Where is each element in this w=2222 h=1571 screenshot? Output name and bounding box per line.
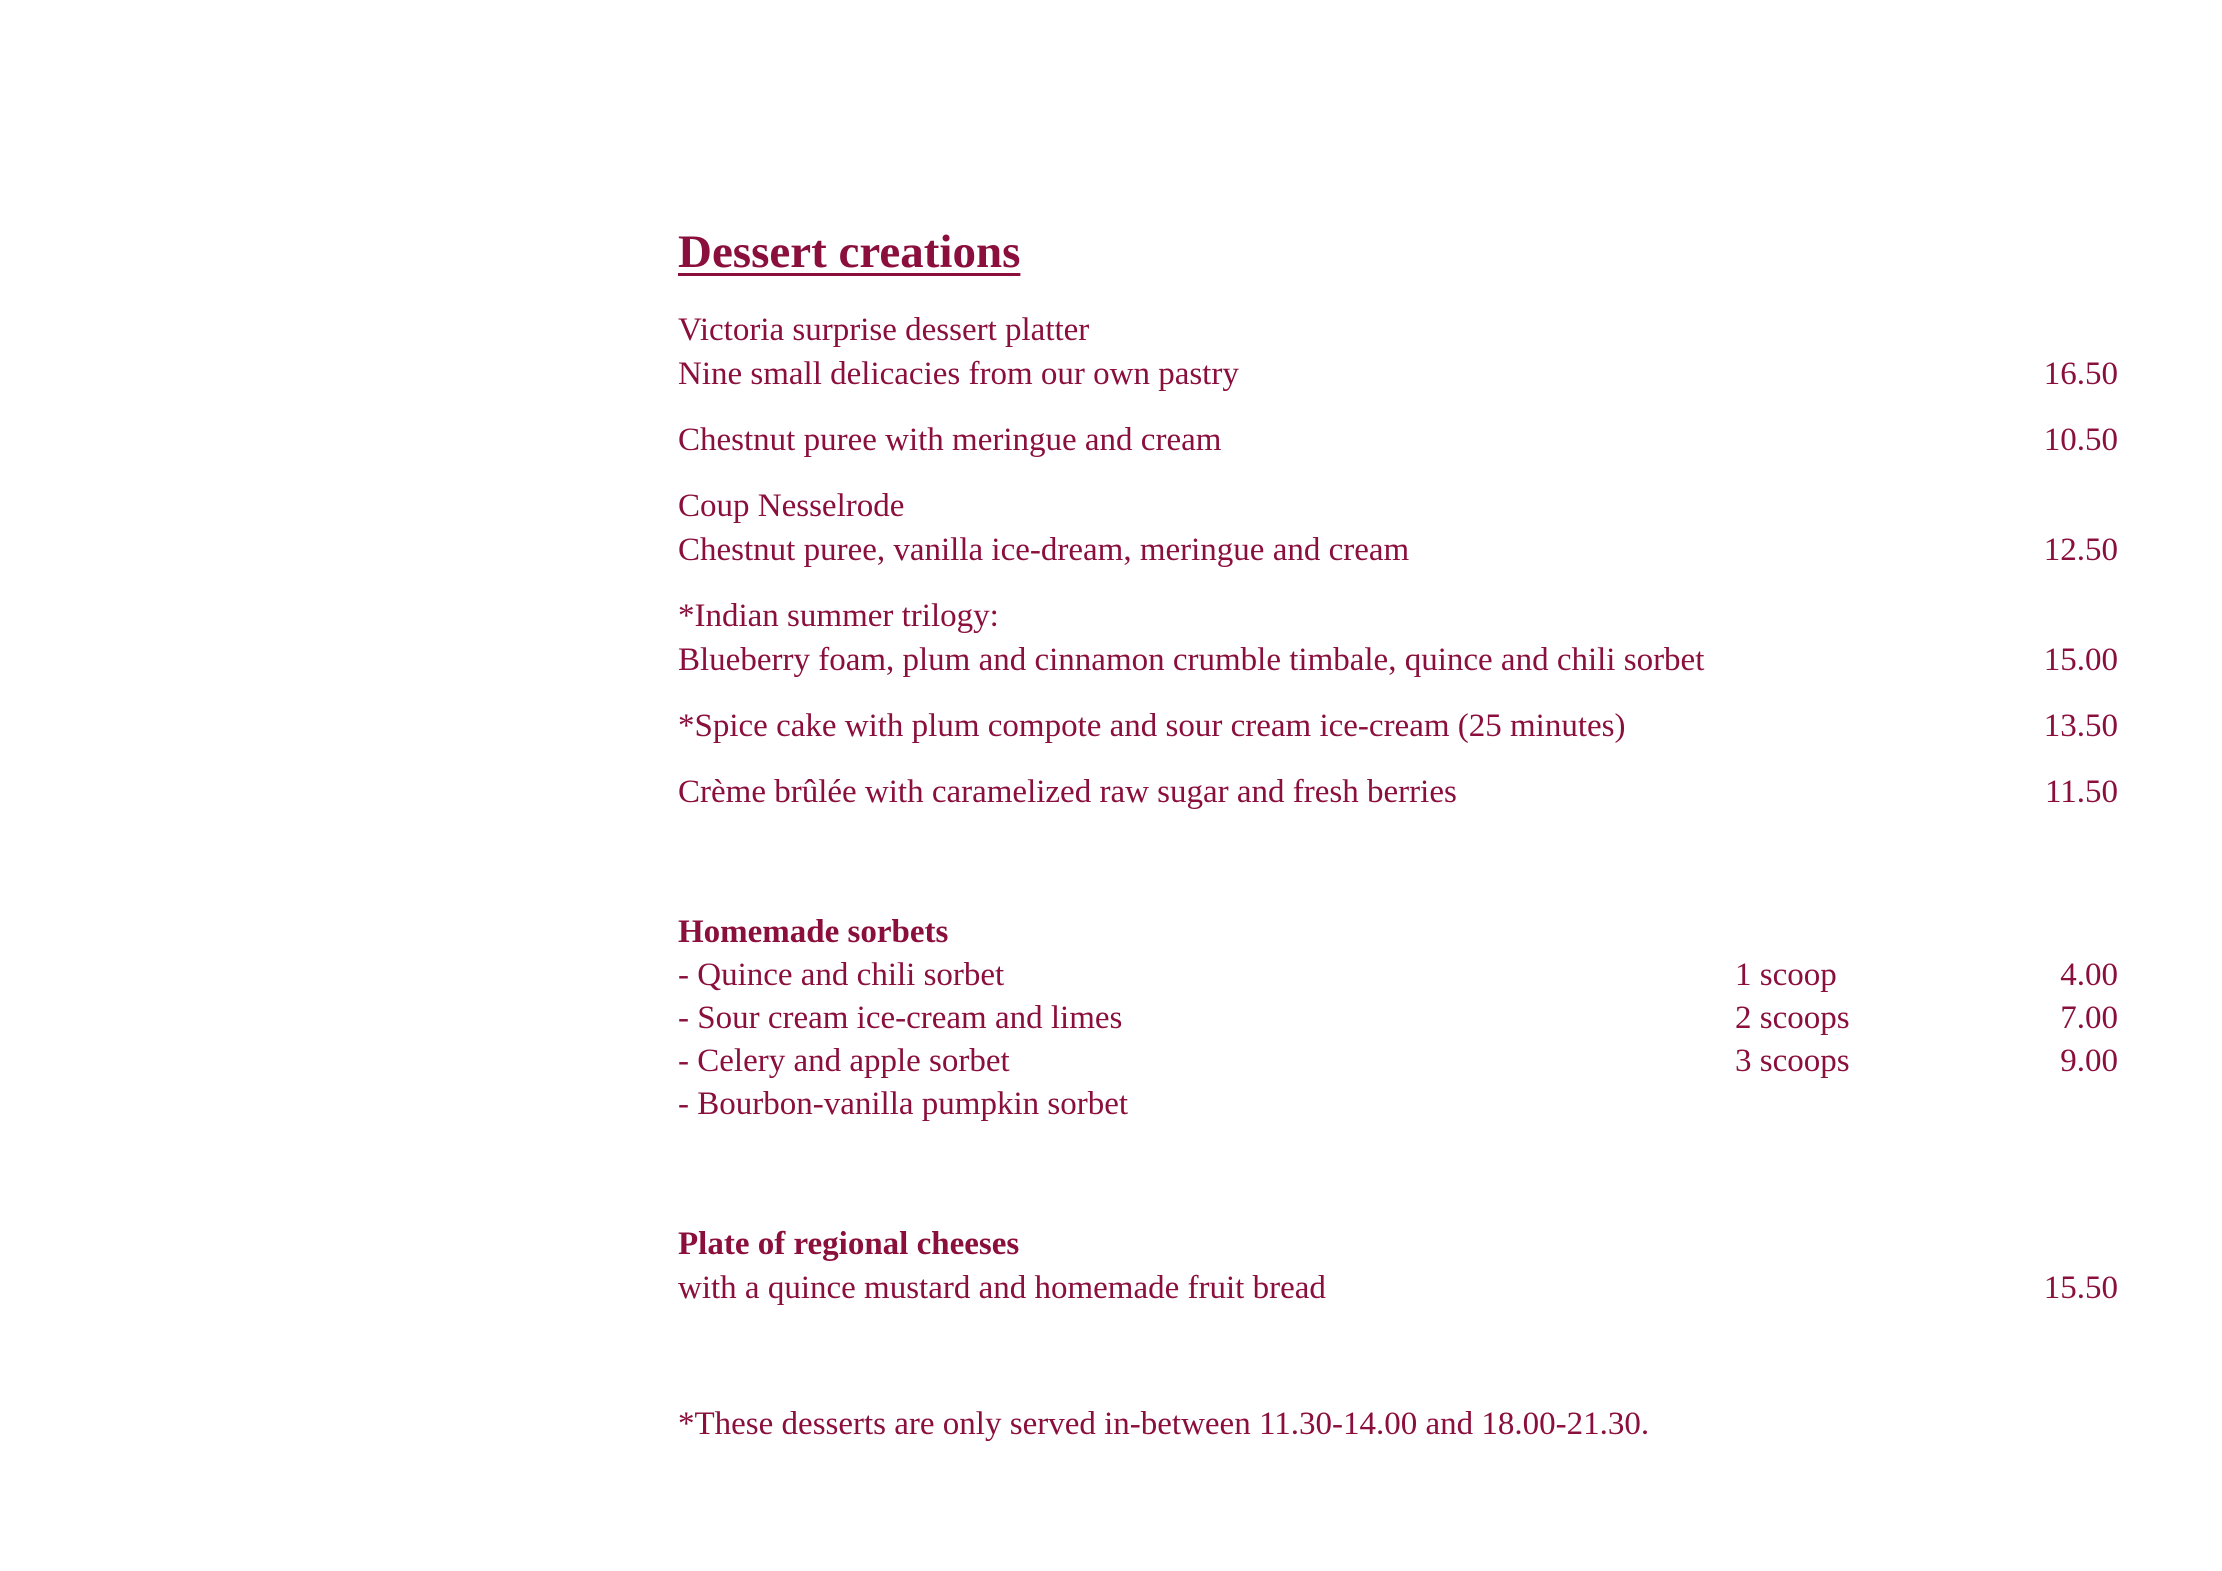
dessert-price: 12.50 — [2043, 532, 2118, 568]
dessert-price: 13.50 — [2043, 708, 2118, 744]
cheese-section — [678, 1222, 2118, 1310]
sorbets-section — [678, 910, 2118, 1126]
sorbet-quantity: 1 scoop — [1735, 957, 1837, 993]
cheese-description-line — [678, 1266, 2118, 1310]
dessert-description-line — [678, 638, 2118, 682]
sorbet-name: - Bourbon-vanilla pumpkin sorbet — [678, 1086, 1129, 1122]
dessert-name-line — [678, 704, 2118, 748]
dessert-list — [678, 308, 2118, 814]
dessert-name-line — [678, 484, 2118, 528]
sorbet-row — [678, 997, 2118, 1040]
sorbet-row — [678, 1083, 2118, 1126]
dessert-item-victoria — [678, 308, 2118, 396]
dessert-name-line — [678, 594, 2118, 638]
menu-page — [678, 222, 2118, 1446]
dessert-price: 11.50 — [2044, 774, 2118, 810]
dessert-description: Blueberry foam, plum and cinnamon crumble timbale, quince and chili sorbet — [678, 642, 1705, 678]
dessert-name: Victoria surprise dessert platter — [678, 312, 1090, 348]
dessert-price: 15.00 — [2043, 642, 2118, 678]
dessert-name: Coup Nesselrode — [678, 488, 905, 524]
dessert-description: Chestnut puree, vanilla ice-dream, meringue and cream — [678, 532, 1410, 568]
sorbet-quantity — [1735, 1083, 1995, 1126]
dessert-name: *Spice cake with plum compote and sour cream ice-cream (25 minutes) — [678, 708, 1626, 744]
sorbet-price: 4.00 — [2060, 957, 2118, 993]
dessert-description-line — [678, 528, 2118, 572]
sorbet-price: 7.00 — [2060, 1000, 2118, 1036]
sorbet-price — [1995, 1083, 2118, 1126]
dessert-description-line — [678, 352, 2118, 396]
dessert-price: 10.50 — [2043, 422, 2118, 458]
dessert-name: Chestnut puree with meringue and cream — [678, 422, 1222, 458]
sorbet-price: 9.00 — [2060, 1043, 2118, 1079]
sorbet-name: - Sour cream ice-cream and limes — [678, 1000, 1123, 1036]
dessert-item-chestnut — [678, 418, 2118, 462]
dessert-item-nesselrode — [678, 484, 2118, 572]
footnote: *These desserts are only served in-between 11.30-14.00 and 18.00-21.30. — [678, 1406, 1650, 1442]
cheese-description: with a quince mustard and homemade fruit bread — [678, 1270, 1326, 1306]
sorbet-name: - Celery and apple sorbet — [678, 1043, 1010, 1079]
sorbets-title: Homemade sorbets — [678, 914, 949, 950]
sorbet-name: - Quince and chili sorbet — [678, 957, 1005, 993]
dessert-name: *Indian summer trilogy: — [678, 598, 999, 634]
dessert-item-spice-cake — [678, 704, 2118, 748]
cheese-title: Plate of regional cheeses — [678, 1226, 1020, 1262]
dessert-item-creme-brulee — [678, 770, 2118, 814]
cheese-price: 15.50 — [2043, 1270, 2118, 1306]
sorbet-quantity: 3 scoops — [1735, 1043, 1850, 1079]
dessert-item-indian-summer — [678, 594, 2118, 682]
sorbet-row — [678, 954, 2118, 997]
dessert-price: 16.50 — [2043, 356, 2118, 392]
dessert-name: Crème brûlée with caramelized raw sugar and fresh berries — [678, 774, 1457, 810]
sorbet-row — [678, 1040, 2118, 1083]
dessert-description: Nine small delicacies from our own pastry — [678, 356, 1239, 392]
dessert-name-line — [678, 308, 2118, 352]
sorbet-quantity: 2 scoops — [1735, 1000, 1850, 1036]
page-title: Dessert creations — [678, 226, 1021, 278]
dessert-name-line — [678, 418, 2118, 462]
dessert-name-line — [678, 770, 2118, 814]
